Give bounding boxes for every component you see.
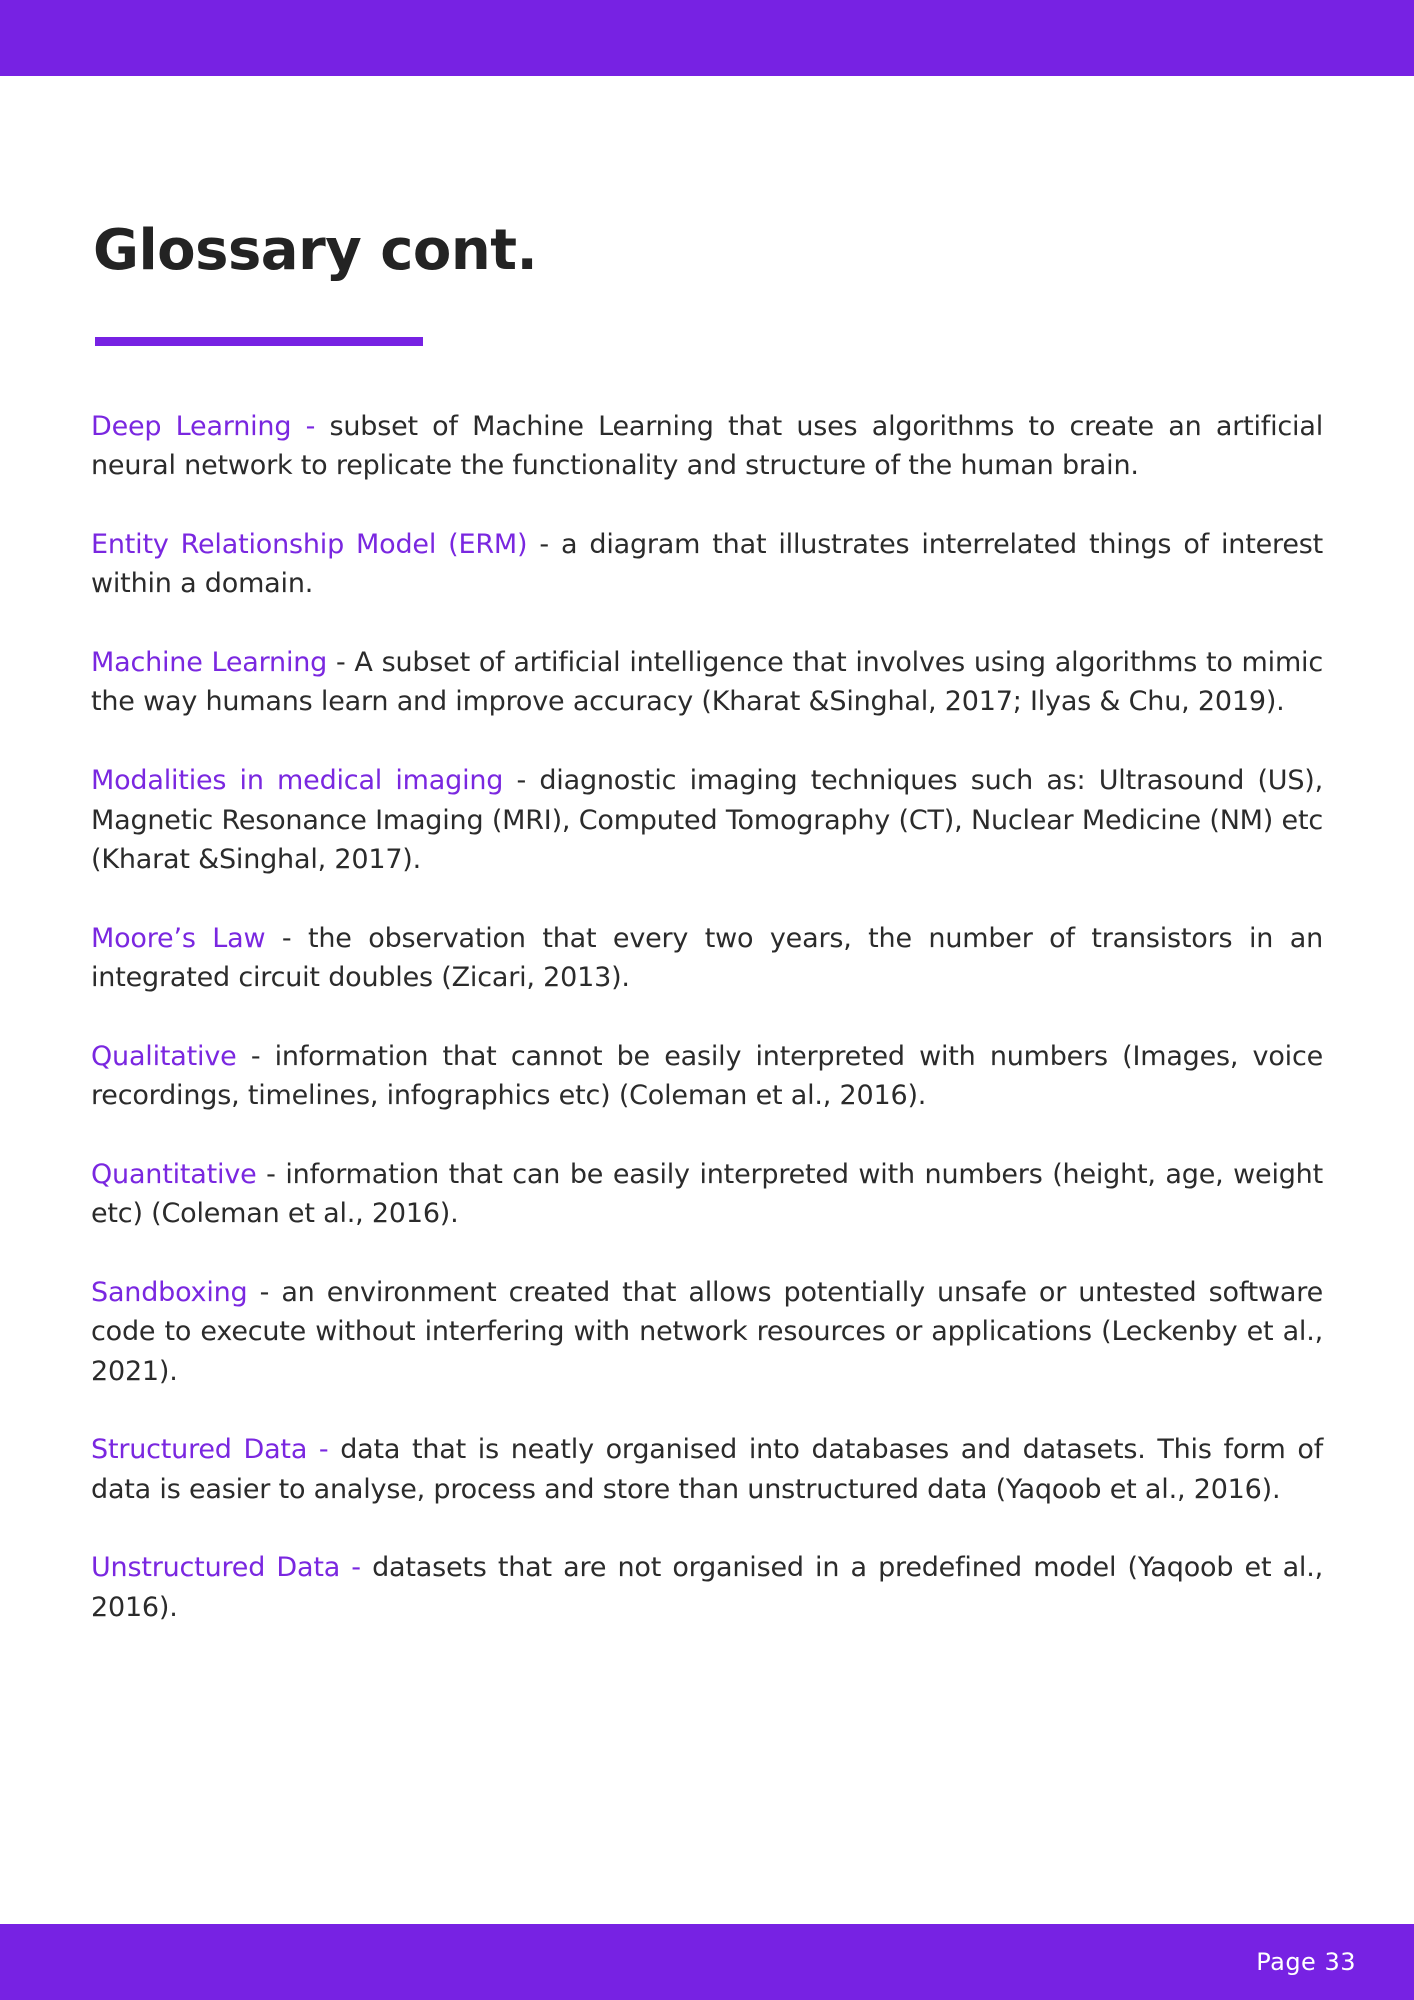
glossary-term: Moore’s Law [91, 922, 266, 954]
glossary-definition: - diagnostic imaging techniques such as: Ultrasound (US), Magnetic Resonance Imaging (MRI), Computed Tomography (CT), Nuclear Medicine (NM) etc (Kharat &Singhal, 2017). [91, 765, 1324, 875]
glossary-definition: - information that can be easily interpreted with numbers (height, age, weight etc) (Coleman et al., 2016). [91, 1158, 1323, 1230]
glossary-definition: - A subset of artificial intelligence that involves using algorithms to mimic the way humans learn and improve accuracy (Kharat &Singhal, 2017; Ilyas & Chu, 2019). [91, 647, 1324, 718]
glossary-entry-quantitative [91, 1155, 1323, 1234]
glossary-definition: - an environment created that allows potentially unsafe or untested software code to execute without interfering with network resources or applications (Leckenby et al., 2021). [91, 1276, 1323, 1387]
glossary-term: Sandboxing [91, 1276, 248, 1308]
glossary-entry-erm [91, 525, 1323, 604]
glossary-definition: - information that cannot be easily interpreted with numbers (Images, voice recordings, timelines, infographics etc) (Coleman et al., 2016). [91, 1040, 1323, 1112]
glossary-definition: - the observation that every two years, the number of transistors in an integrated circuit doubles (Zicari, 2013). [91, 922, 1323, 993]
glossary-entry-moores-law [91, 919, 1323, 998]
glossary-entry-modalities [91, 761, 1323, 879]
page-title: Glossary cont. [93, 218, 538, 283]
page-number: Page 33 [1256, 1948, 1356, 1976]
glossary-term: Unstructured Data - [91, 1552, 361, 1584]
glossary-term: Structured Data - [91, 1434, 329, 1466]
glossary-entry-structured-data [91, 1430, 1323, 1509]
glossary-term: Machine Learning [91, 647, 328, 679]
glossary-entry-qualitative [91, 1037, 1323, 1116]
top-header-bar [0, 0, 1414, 76]
glossary-entry-deep-learning [91, 407, 1323, 486]
glossary-term: Entity Relationship Model (ERM) [91, 529, 528, 561]
glossary-term: Modalities in medical imaging [91, 765, 504, 797]
footer-bar [0, 1924, 1414, 2000]
glossary-entry-machine-learning [91, 643, 1323, 722]
glossary-definition: data that is neatly organised into databases and datasets. This form of data is easier to analyse, process and store than unstructured data (Yaqoob et al., 2016). [91, 1434, 1323, 1505]
glossary-entry-sandboxing [91, 1273, 1323, 1391]
glossary-definition: subset of Machine Learning that uses algorithms to create an artificial neural network to replicate the functionality and structure of the human brain. [91, 411, 1323, 482]
glossary-term: Deep Learning - [91, 411, 316, 442]
title-underline [95, 337, 423, 346]
glossary-list [91, 407, 1323, 1667]
glossary-definition: - a diagram that illustrates interrelated things of interest within a domain. [91, 529, 1323, 600]
glossary-definition: datasets that are not organised in a predefined model (Yaqoob et al., 2016). [91, 1552, 1323, 1623]
glossary-entry-unstructured-data [91, 1548, 1323, 1627]
glossary-term: Quantitative [91, 1158, 257, 1190]
glossary-term: Qualitative [91, 1040, 237, 1072]
